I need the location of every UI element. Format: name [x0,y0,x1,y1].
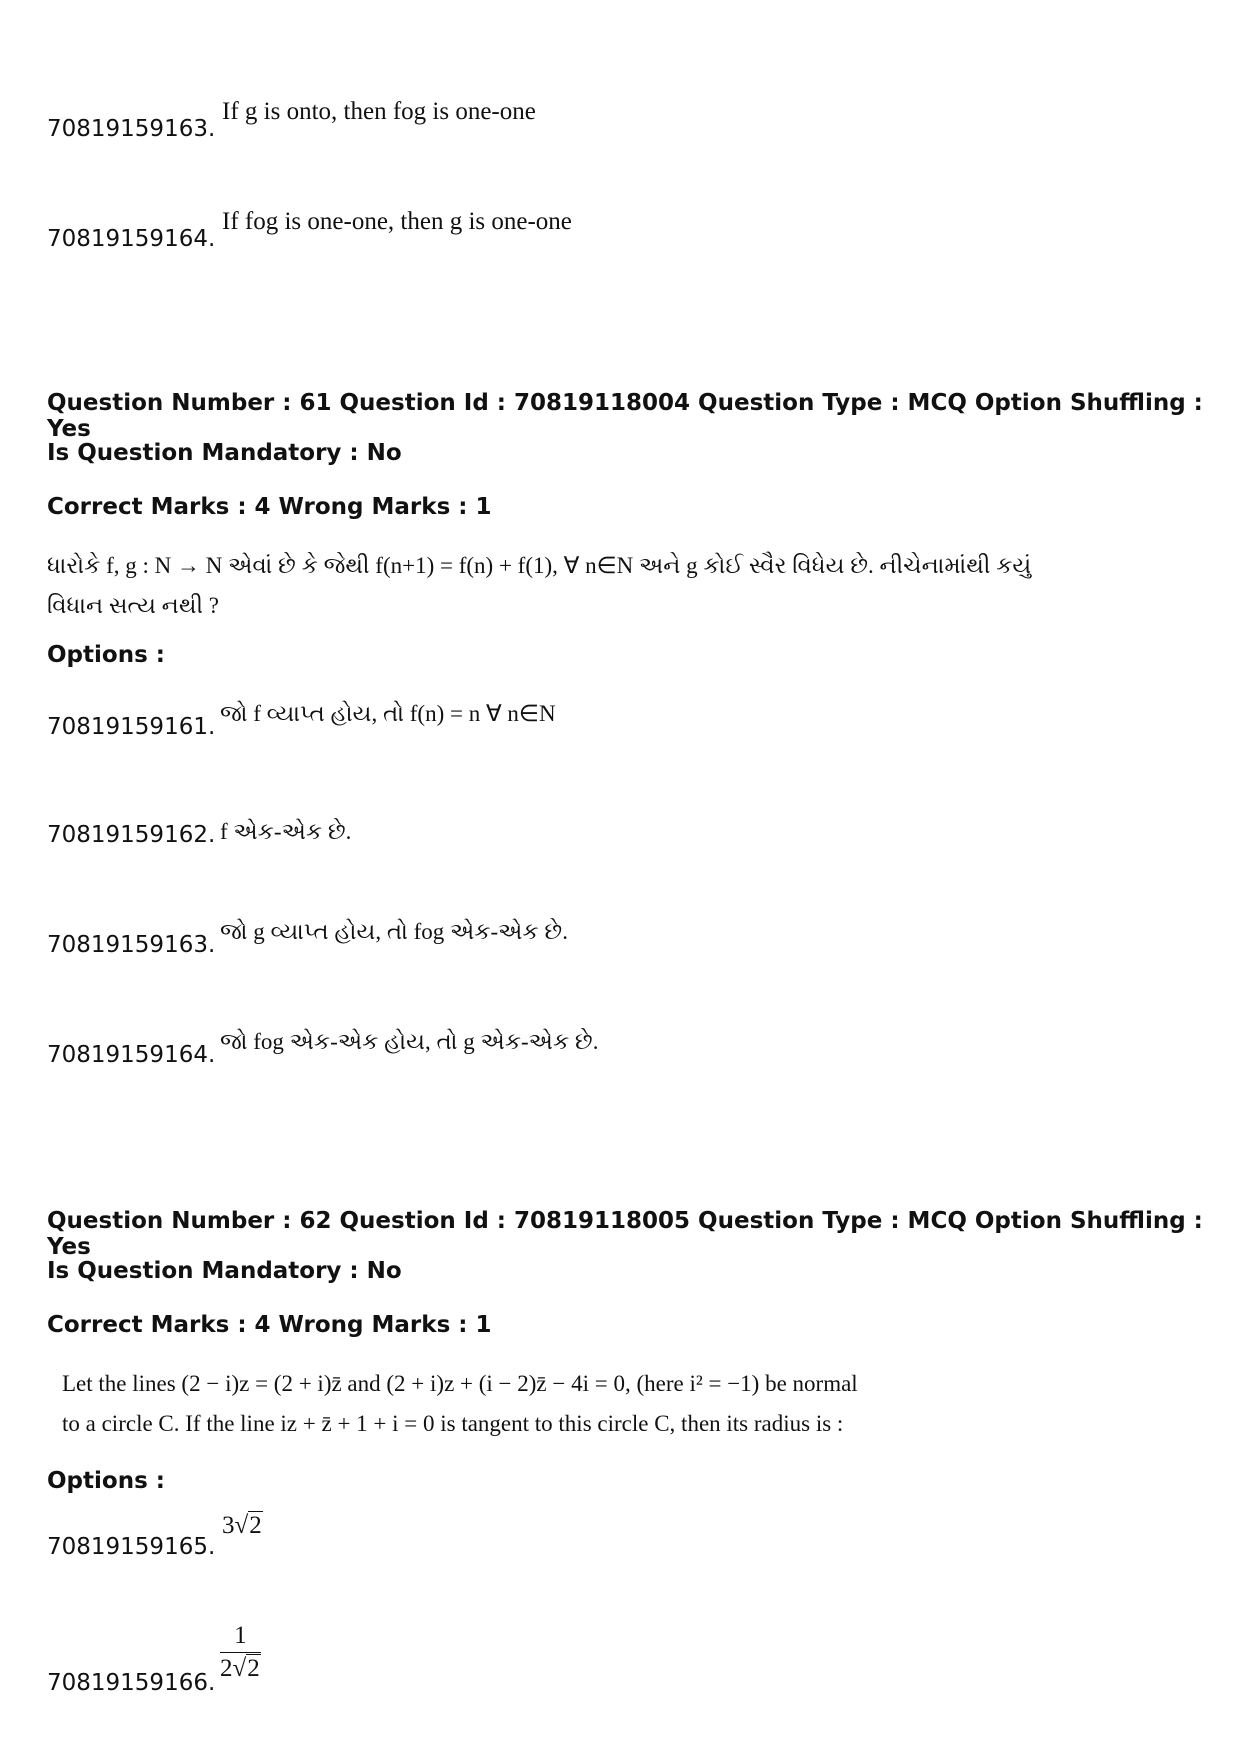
question-stem-line: ધારોકે f, g : N → N એવાં છે કે જેથી f(n+1) = f(n) + f(1), ∀ n∈N અને g કોઈ સ્વૈર વિધેય છે. નીચેનામાંથી કયું [47,553,1032,578]
option-id: 70819159166. [47,1670,216,1696]
option-id: 70819159162. [47,822,216,848]
option-math: 3√2 [222,1512,262,1539]
fraction-denominator: 2√2 [220,1655,260,1682]
option-id: 70819159164. [47,226,216,252]
question-stem-line: વિધાન સત્ય નથી ? [47,593,219,618]
option-math [220,1622,261,1683]
question-marks: Correct Marks : 4 Wrong Marks : 1 [47,494,492,520]
option-text: f એક-એક છે. [220,819,352,844]
option-id: 70819159163. [47,116,216,142]
radicand: 2 [247,1655,260,1682]
question-marks: Correct Marks : 4 Wrong Marks : 1 [47,1312,492,1338]
question-stem [62,1364,1202,1444]
radicand: 2 [249,1512,262,1539]
option-id: 70819159165. [47,1534,216,1560]
option-id: 70819159161. [47,714,216,740]
question-mandatory: Is Question Mandatory : No [47,1258,402,1284]
option-text: જો f વ્યાપ્ત હોય, તો f(n) = n ∀ n∈N [220,701,556,726]
question-mandatory: Is Question Mandatory : No [47,440,402,466]
question-stem-line: to a circle C. If the line iz + z̄ + 1 + i = 0 is tangent to this circle C, then its radius is : [62,1411,844,1436]
question-stem-line: Let the lines (2 − i)z = (2 + i)z̄ and (2 + i)z + (i − 2)z̄ − 4i = 0, (here i² = −1) be normal [62,1371,858,1396]
option-text: If g is onto, then fog is one-one [222,98,536,125]
radical-coefficient: 3 [222,1512,235,1539]
fraction-numerator: 1 [220,1622,261,1653]
option-id: 70819159163. [47,932,216,958]
option-text: જો g વ્યાપ્ત હોય, તો fog એક-એક છે. [220,919,568,944]
question-header: Question Number : 61 Question Id : 70819118004 Question Type : MCQ Option Shuffling : Yes [47,390,1203,442]
fraction [220,1622,261,1683]
question-header: Question Number : 62 Question Id : 70819118005 Question Type : MCQ Option Shuffling : Yes [47,1208,1203,1260]
options-label: Options : [47,642,165,668]
option-text: જો fog એક-એક હોય, તો g એક-એક છે. [220,1029,599,1054]
question-stem [47,546,1197,626]
option-text: If fog is one-one, then g is one-one [222,208,572,235]
option-id: 70819159164. [47,1042,216,1068]
radical-coefficient: 2 [220,1655,233,1682]
options-label: Options : [47,1468,165,1494]
